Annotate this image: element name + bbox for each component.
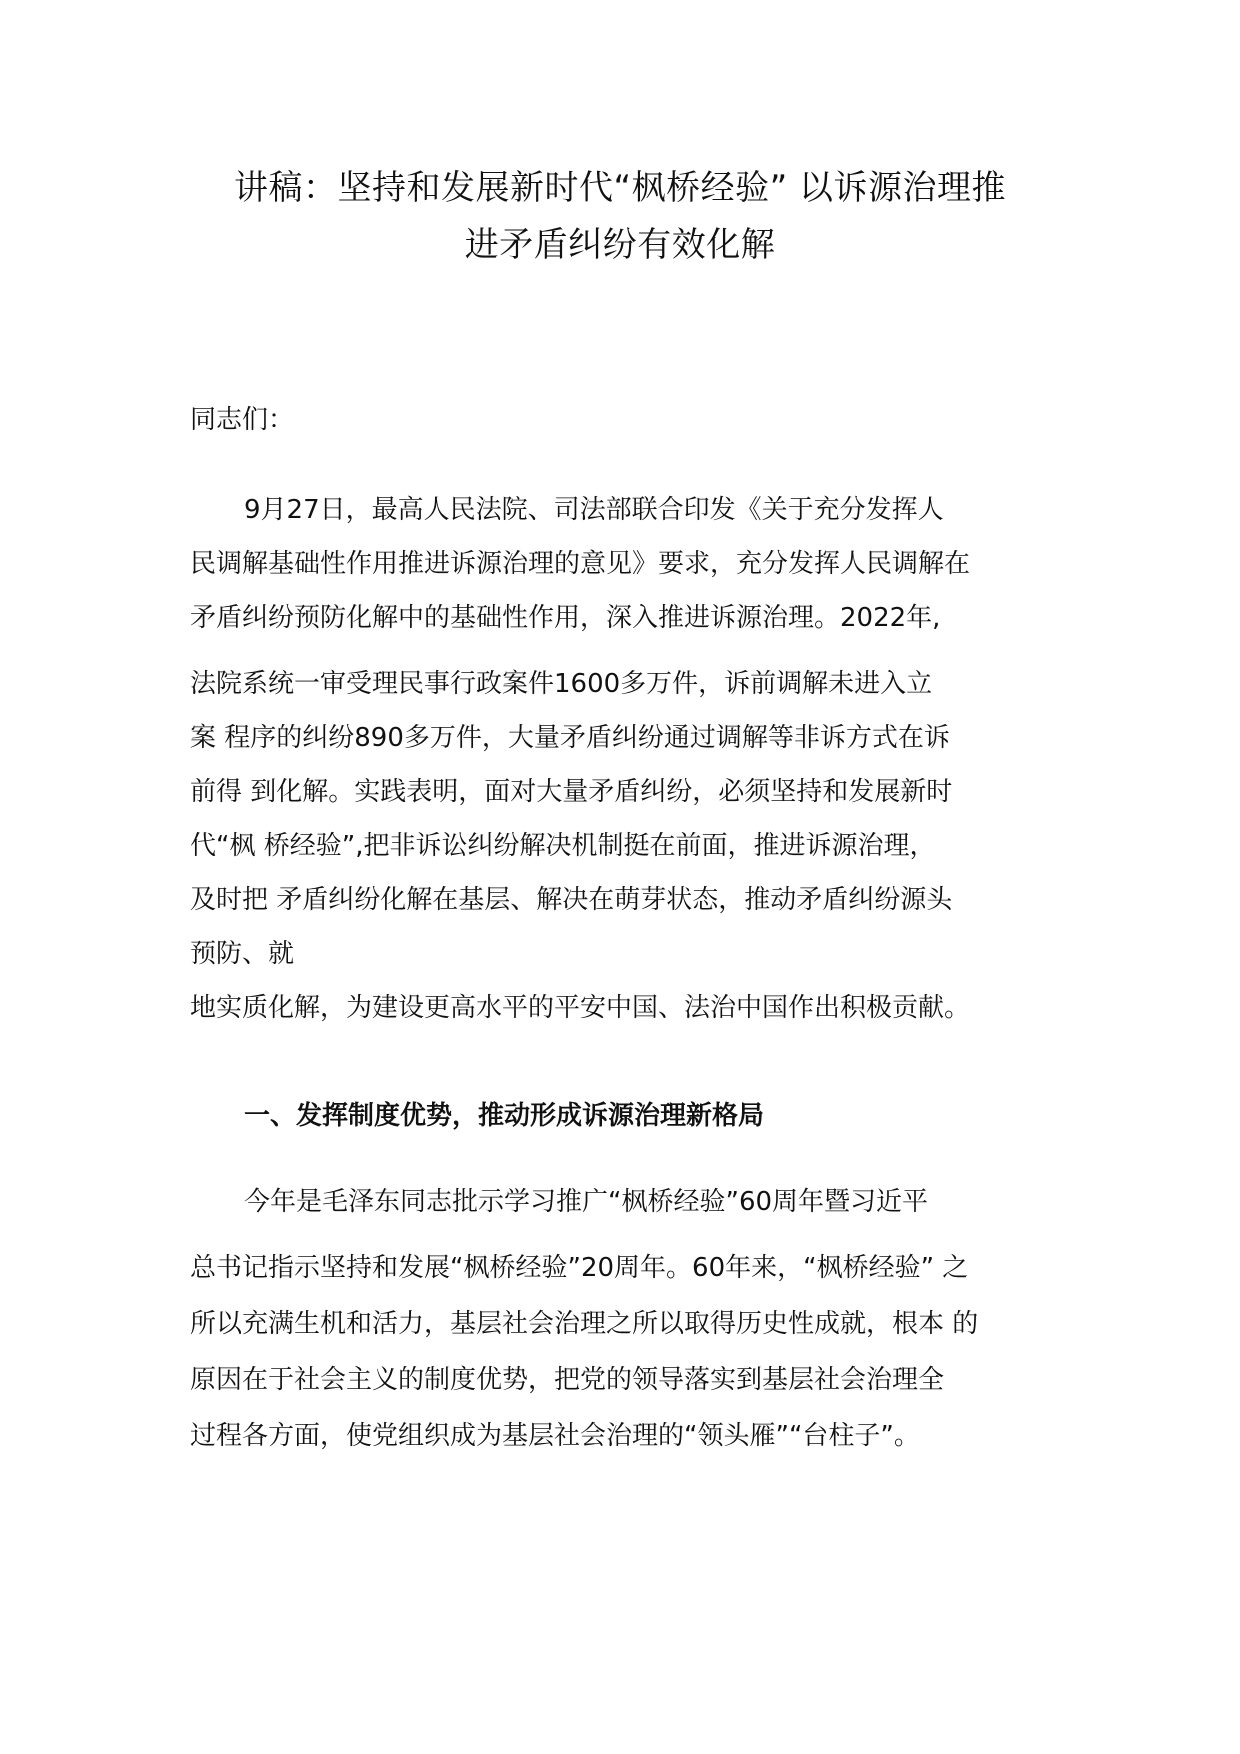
paragraph2-line-1: 今年是毛泽东同志批示学习推广“枫桥经验”60周年暨习近平 xyxy=(244,1187,929,1217)
section1-heading: 一、发挥制度优势，推动形成诉源治理新格局 xyxy=(244,1101,765,1131)
paragraph1-line-3: 矛盾纠纷预防化解中的基础性作用，深入推进诉源治理。2022年, xyxy=(190,603,941,633)
paragraph2-line-4: 原因在于社会主义的制度优势，把党的领导落实到基层社会治理全 xyxy=(190,1365,945,1395)
document-title xyxy=(150,160,1090,274)
paragraph1-line-2: 民调解基础性作用推进诉源治理的意见》要求，充分发挥人民调解在 xyxy=(190,549,971,579)
paragraph2-line-3: 所以充满生机和活力，基层社会治理之所以取得历史性成就，根本 的 xyxy=(190,1309,979,1339)
paragraph1-line-4: 法院系统一审受理民事行政案件1600多万件，诉前调解未进入立 xyxy=(190,669,933,699)
paragraph1-line-5: 案 程序的纠纷890多万件，大量矛盾纠纷通过调解等非诉方式在诉 xyxy=(190,723,950,753)
paragraph1-line-10: 地实质化解，为建设更高水平的平安中国、法治中国作出积极贡献。 xyxy=(190,993,971,1023)
paragraph1-line-9: 预防、就 xyxy=(190,939,295,969)
title-line-1: 讲稿：坚持和发展新时代“枫桥经验” 以诉源治理推 xyxy=(233,168,1007,208)
salutation: 同志们： xyxy=(190,405,295,435)
paragraph1-line-7: 代“枫 桥经验”,把非诉讼纠纷解决机制挺在前面，推进诉源治理， xyxy=(190,831,936,861)
paragraph1-line-8: 及时把 矛盾纠纷化解在基层、解决在萌芽状态，推动矛盾纠纷源头 xyxy=(190,885,953,915)
paragraph1-line-6: 前得 到化解。实践表明，面对大量矛盾纠纷，必须坚持和发展新时 xyxy=(190,777,953,807)
title-line-2: 进矛盾纠纷有效化解 xyxy=(464,225,776,265)
paragraph1-line-1: 9月27日，最高人民法院、司法部联合印发《关于充分发挥人 xyxy=(244,495,944,525)
paragraph2-line-5: 过程各方面，使党组织成为基层社会治理的“领头雁”“台柱子”。 xyxy=(190,1421,920,1451)
paragraph2-line-2: 总书记指示坚持和发展“枫桥经验”20周年。60年来，“枫桥经验” 之 xyxy=(190,1253,969,1283)
